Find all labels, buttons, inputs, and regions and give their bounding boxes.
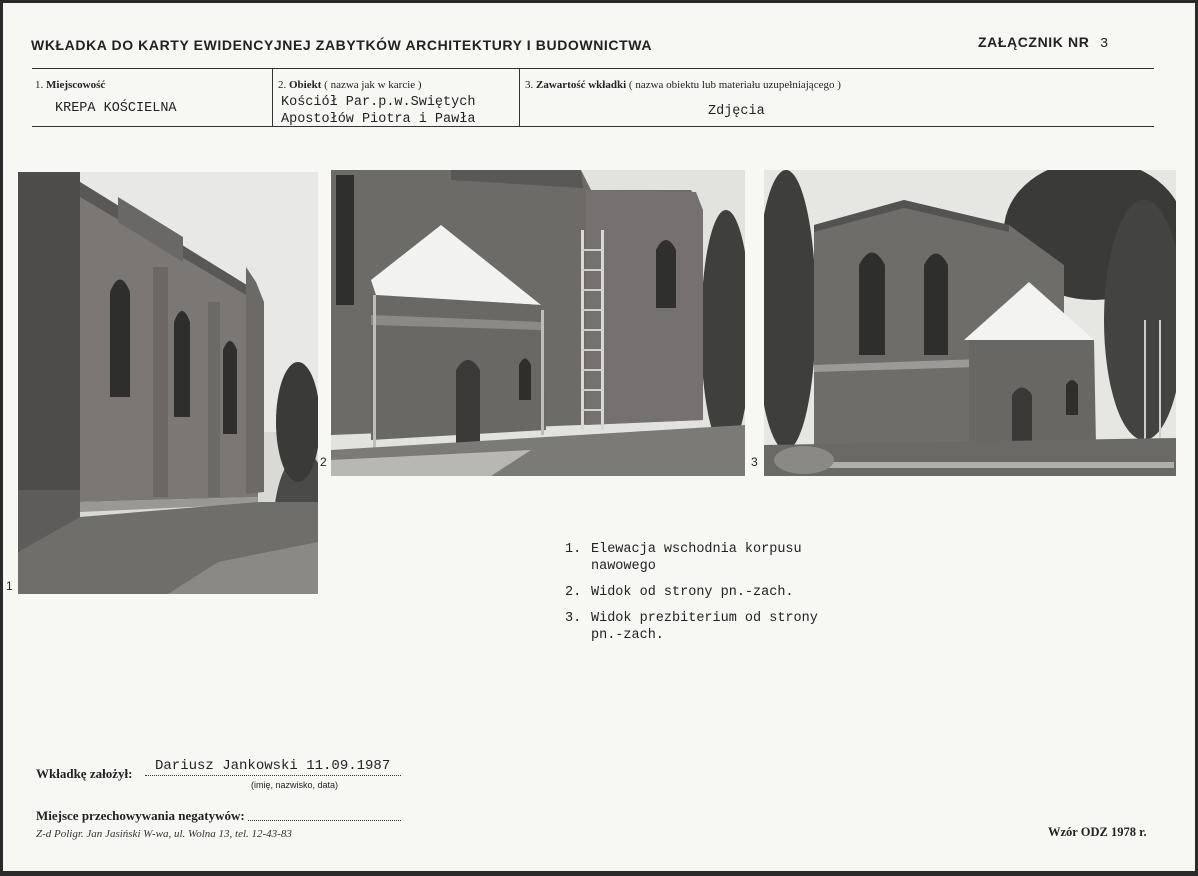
caption-item-2 — [565, 584, 818, 601]
content-label-text: Zawartość wkładki — [536, 79, 627, 91]
annex-number: 3 — [1099, 36, 1109, 52]
annex-label — [978, 34, 1109, 52]
caption-number: 3. — [565, 611, 582, 626]
content-value: Zdjęcia — [708, 104, 765, 119]
locality-label — [35, 79, 105, 91]
caption-line1: Widok od strony pn.-zach. — [591, 585, 794, 600]
object-value — [281, 94, 475, 128]
caption-number: 2. — [565, 585, 582, 600]
caption-line1: Widok prezbiterium od strony — [591, 611, 818, 626]
content-label-note: ( nazwa obiektu lub materiału uzupełniającego ) — [628, 79, 841, 91]
content-label — [525, 79, 841, 91]
template-label: Wzór ODZ 1978 r. — [1048, 825, 1147, 839]
caption-number: 1. — [565, 542, 582, 557]
table-divider-1 — [272, 69, 273, 127]
caption-item-3 — [565, 610, 818, 644]
table-top-rule — [32, 68, 1154, 69]
photo-1-number: 1 — [6, 579, 13, 593]
created-by-value: Dariusz Jankowski 11.09.1987 — [155, 758, 391, 774]
table-divider-2 — [519, 69, 520, 127]
created-by-label: Wkładkę założył: — [36, 766, 133, 781]
locality-label-text: Miejscowość — [46, 79, 106, 91]
photo-3 — [764, 170, 1176, 476]
photo-3-number: 3 — [751, 455, 758, 469]
photo-3-image — [764, 170, 1176, 476]
caption-item-1 — [565, 541, 818, 575]
photo-captions — [565, 541, 818, 653]
object-label-num: 2. — [278, 79, 287, 91]
caption-line1: Elewacja wschodnia korpusu — [591, 542, 802, 557]
photo-2 — [331, 170, 745, 476]
object-value-line1: Kościół Par.p.w.Swiętych — [281, 95, 476, 110]
photo-1-image — [18, 172, 318, 594]
annex-label-text: ZAŁĄCZNIK NR — [978, 34, 1090, 50]
photo-2-number: 2 — [320, 455, 327, 469]
photo-2-image — [331, 170, 745, 476]
card-title: WKŁADKA DO KARTY EWIDENCYJNEJ ZABYTKÓW ARCHITEKTURY I BUDOWNICTWA — [31, 37, 653, 53]
negatives-label: Miejsce przechowywania negatywów: — [36, 808, 245, 823]
printer-info: Z-d Poligr. Jan Jasiński W-wa, ul. Wolna 13, tel. 12-43-83 — [36, 828, 292, 840]
locality-value: KREPA KOŚCIELNA — [55, 101, 177, 116]
photo-1 — [18, 172, 318, 594]
caption-line2: pn.-zach. — [591, 628, 664, 643]
caption-line2: nawowego — [591, 559, 656, 574]
table-bottom-rule — [32, 126, 1154, 127]
object-label-text: Obiekt — [289, 79, 322, 91]
inventory-card-sheet — [3, 3, 1195, 871]
content-label-num: 3. — [525, 79, 534, 91]
object-label-note: ( nazwa jak w karcie ) — [324, 79, 422, 91]
locality-label-num: 1. — [35, 79, 44, 91]
object-label — [278, 79, 422, 91]
object-value-line2: Apostołów Piotra i Pawła — [281, 112, 476, 127]
created-by-line — [145, 775, 401, 776]
created-by-hint: (imię, nazwisko, data) — [251, 780, 339, 790]
negatives-line — [248, 820, 401, 821]
